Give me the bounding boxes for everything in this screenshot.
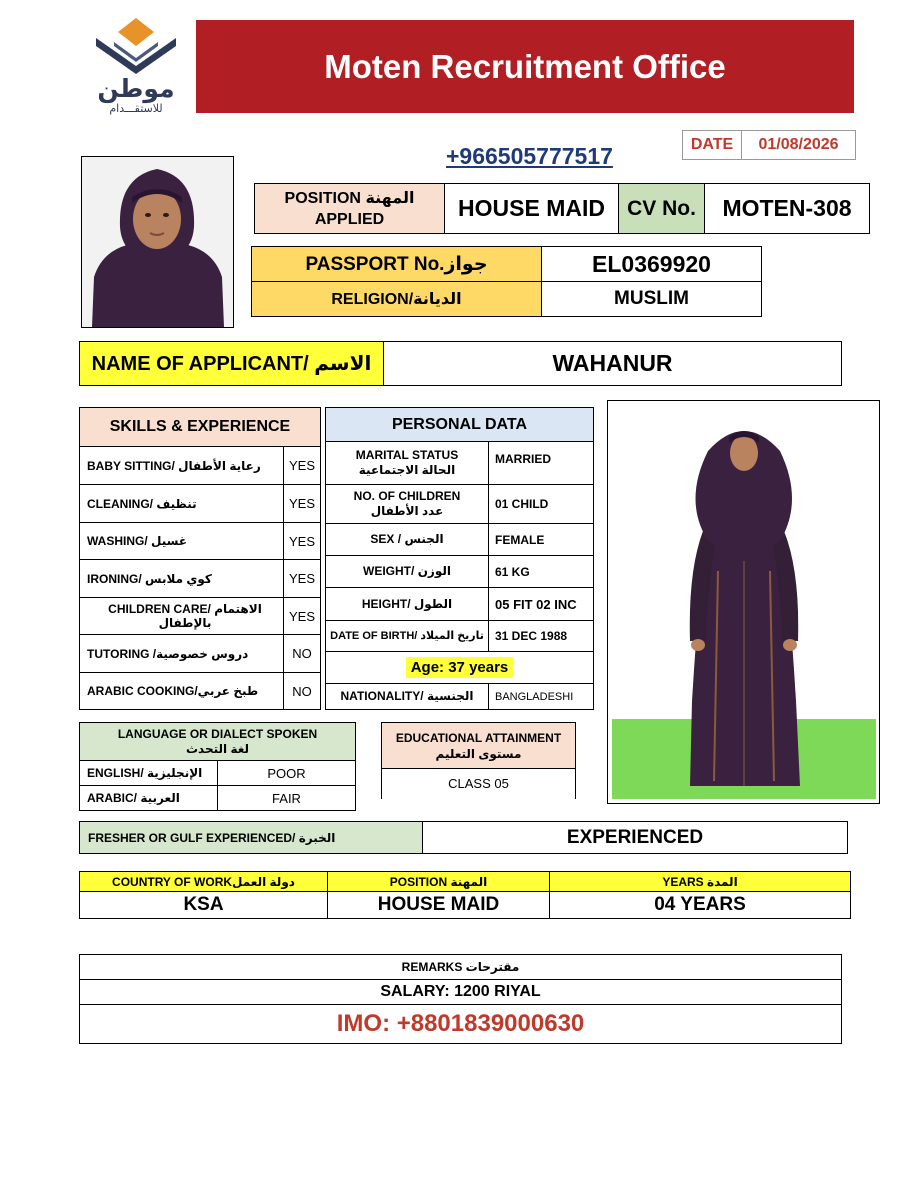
language-arabic-value: FAIR [217, 785, 356, 811]
work-country-label: COUNTRY OF WORKدولة العمل [79, 871, 328, 892]
language-english-label: ENGLISH/ الإنجليزية [79, 760, 218, 786]
marital-status-value: MARRIED [488, 441, 594, 485]
experience-value: EXPERIENCED [422, 821, 848, 854]
sex-label: SEX / الجنس [325, 523, 489, 556]
dob-value: 31 DEC 1988 [488, 620, 594, 652]
skill-label: ARABIC COOKING/طبخ عربي [79, 672, 284, 710]
skill-label: TUTORING /دروس خصوصية [79, 634, 284, 673]
cv-number-label: CV No. [618, 183, 705, 234]
weight-label: WEIGHT/ الوزن [325, 555, 489, 588]
children-label: NO. OF CHILDREN عدد الأطفال [325, 484, 489, 524]
work-country-value: KSA [79, 891, 328, 919]
work-years-value: 04 YEARS [549, 891, 851, 919]
sex-value: FEMALE [488, 523, 594, 556]
weight-value: 61 KG [488, 555, 594, 588]
skill-label: WASHING/ غسيل [79, 522, 284, 560]
date-label: DATE [682, 130, 742, 160]
work-position-value: HOUSE MAID [327, 891, 550, 919]
logo-chevron-icon [92, 16, 180, 76]
logo-arabic-name: موطن [97, 75, 175, 103]
date-value: 01/08/2026 [741, 130, 856, 160]
dob-label: DATE OF BIRTH/ تاريخ الميلاد [325, 620, 489, 652]
personal-data-header: PERSONAL DATA [325, 407, 594, 442]
skill-value: YES [283, 522, 321, 560]
skill-value: YES [283, 484, 321, 523]
passport-label: PASSPORT No.جواز [251, 246, 542, 282]
imo-contact[interactable]: IMO: +8801839000630 [79, 1004, 842, 1044]
skill-value: NO [283, 634, 321, 673]
passport-value: EL0369920 [541, 246, 762, 282]
skill-label: CHILDREN CARE/ الاهتمام بالإطفال [79, 597, 284, 635]
nationality-label: NATIONALITY/ الجنسية [325, 683, 489, 710]
height-value: 05 FIT 02 INC [488, 587, 594, 621]
cv-number-value: MOTEN-308 [704, 183, 870, 234]
skill-value: YES [283, 446, 321, 485]
skill-value: YES [283, 597, 321, 635]
phone-number[interactable]: +966505777517 [446, 143, 613, 169]
skill-label: BABY SITTING/ رعاية الأطفال [79, 446, 284, 485]
applicant-portrait-photo [81, 156, 234, 328]
language-arabic-label: ARABIC/ العربية [79, 785, 218, 811]
language-english-value: POOR [217, 760, 356, 786]
work-years-label: YEARS المدة [549, 871, 851, 892]
height-label: HEIGHT/ الطول [325, 587, 489, 621]
applicant-name-value: WAHANUR [383, 341, 842, 386]
company-logo [92, 16, 180, 120]
work-position-label: POSITION المهنة [327, 871, 550, 892]
skill-label: CLEANING/ تنظيف [79, 484, 284, 523]
nationality-value: BANGLADESHI [488, 683, 594, 710]
education-value: CLASS 05 [381, 768, 576, 799]
religion-label: RELIGION/الديانة [251, 281, 542, 317]
office-title-banner: Moten Recruitment Office [196, 20, 854, 113]
salary-value: SALARY: 1200 RIYAL [79, 979, 842, 1005]
applicant-full-body-photo [607, 400, 880, 804]
position-applied-value: HOUSE MAID [444, 183, 619, 234]
age-row [325, 651, 594, 684]
language-header: LANGUAGE OR DIALECT SPOKEN لغة التحدث [79, 722, 356, 761]
remarks-label: REMARKS مقترحات [79, 954, 842, 980]
skill-label: IRONING/ كوي ملابس [79, 559, 284, 598]
experience-label: FRESHER OR GULF EXPERIENCED/ الخبرة [79, 821, 423, 854]
age-value: Age: 37 years [406, 657, 514, 678]
education-header: EDUCATIONAL ATTAINMENT مستوى التعليم [381, 722, 576, 769]
skill-value: YES [283, 559, 321, 598]
applicant-name-label: NAME OF APPLICANT/ الاسم [79, 341, 384, 386]
religion-value: MUSLIM [541, 281, 762, 317]
logo-arabic-subtitle: للاستقـــدام [109, 103, 163, 115]
skills-header: SKILLS & EXPERIENCE [79, 407, 321, 447]
skill-value: NO [283, 672, 321, 710]
children-value: 01 CHILD [488, 484, 594, 524]
position-applied-label: POSITION المهنة APPLIED [254, 183, 445, 234]
marital-status-label: MARITAL STATUS الحالة الاجتماعية [325, 441, 489, 485]
